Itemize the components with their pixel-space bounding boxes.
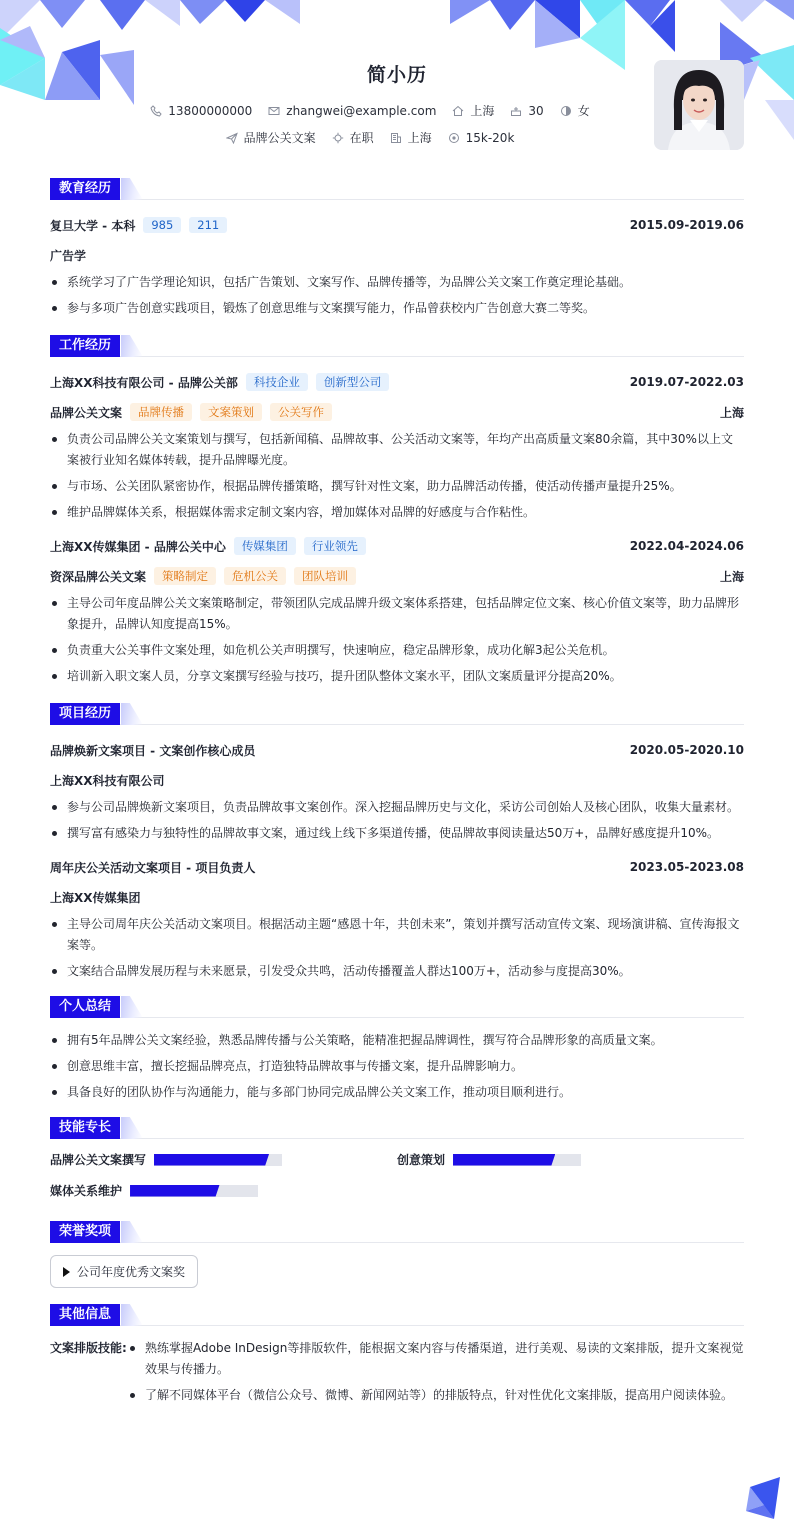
- awards-section-header: [50, 1221, 744, 1243]
- education-section-title: 教育经历: [50, 178, 120, 200]
- summary-section: [50, 996, 744, 1103]
- other-section-header: [50, 1304, 744, 1326]
- list-item: 具备良好的团队协作与沟通能力，能与多部门协同完成品牌公关文案工作，推动项目顺利进行。: [50, 1082, 744, 1103]
- work-bullets: [50, 429, 744, 523]
- age: 30: [528, 103, 544, 118]
- corner-decoration: [746, 1477, 780, 1519]
- age-info: [510, 104, 543, 118]
- company-tag: 传媒集团: [234, 537, 296, 555]
- skill-bar: [453, 1154, 581, 1166]
- summary-section-title: 个人总结: [50, 996, 120, 1018]
- other-label: 文案排版技能:: [50, 1341, 127, 1355]
- education-bullets: [50, 272, 744, 319]
- list-item: 系统学习了广告学理论知识，包括广告策划、文案写作、品牌传播等，为品牌公关文案工作奠定理论基础。: [50, 272, 744, 293]
- status-info: [332, 129, 374, 146]
- city-info: [452, 102, 494, 119]
- project-item: [50, 737, 744, 844]
- major: 广告学: [50, 248, 87, 263]
- company-tag: 行业领先: [304, 537, 366, 555]
- education-item: [50, 212, 744, 238]
- list-item: 参与多项广告创意实践项目，锻炼了创意思维与文案撰写能力，作品曾获校内广告创意大赛二等奖。: [50, 298, 744, 319]
- gender-info: [560, 102, 590, 119]
- city: 上海: [470, 104, 495, 118]
- send-icon: [226, 132, 238, 144]
- target-position-info: [226, 129, 316, 146]
- skill-bar: [154, 1154, 282, 1166]
- education-period: 2015.09-2019.06: [629, 218, 744, 232]
- skills-list: [50, 1151, 744, 1199]
- project-org: 上海XX传媒集团: [50, 890, 141, 905]
- project-item: [50, 854, 744, 982]
- list-item: 创意思维丰富，擅长挖掘品牌亮点，打造独特品牌故事与传播文案，提升品牌影响力。: [50, 1056, 744, 1077]
- salary-info: [448, 131, 515, 145]
- work-bullets: [50, 593, 744, 687]
- work-period: 2019.07-2022.03: [629, 375, 744, 389]
- summary-bullets: [50, 1030, 744, 1103]
- phone-number: 13800000000: [168, 103, 253, 118]
- summary-section-header: [50, 996, 744, 1018]
- work-section-header: [50, 335, 744, 357]
- company-name: 上海XX科技有限公司 - 品牌公关部: [50, 375, 238, 390]
- work-item: [50, 533, 744, 687]
- project-org: 上海XX科技有限公司: [50, 773, 165, 788]
- list-item: 参与公司品牌焕新文案项目，负责品牌故事文案创作。深入挖掘品牌历史与文化，采访公司创始人及核心团队，收集大量素材。: [50, 797, 744, 818]
- skills-section-title: 技能专长: [50, 1117, 120, 1139]
- email-info: [268, 104, 436, 118]
- phone-icon: [150, 105, 162, 117]
- target-city-info: [390, 129, 432, 146]
- skills-section: [50, 1117, 744, 1199]
- company-tag: 创新型公司: [316, 373, 390, 391]
- role-tag: 文案策划: [200, 403, 262, 421]
- list-item: 与市场、公关团队紧密协作，根据品牌传播策略，撰写针对性文案，助力品牌活动传播，使活动传播声量提升25%。: [50, 476, 744, 497]
- role-tag: 团队培训: [294, 567, 356, 585]
- contact-row: [50, 102, 690, 119]
- projects-section: [50, 703, 744, 982]
- profile-photo: [654, 60, 744, 150]
- skills-section-header: [50, 1117, 744, 1139]
- project-bullets: [50, 914, 744, 982]
- skill-name: 品牌公关文案撰写: [50, 1153, 147, 1167]
- status-icon: [332, 132, 344, 144]
- home-icon: [452, 105, 464, 117]
- awards-section-title: 荣誉奖项: [50, 1221, 120, 1243]
- school-tag: 985: [143, 217, 181, 233]
- work-location: 上海: [719, 405, 744, 420]
- job-status: 在职: [349, 131, 374, 145]
- skill-item: [50, 1151, 397, 1168]
- role-tag: 策略制定: [154, 567, 216, 585]
- award-name: 公司年度优秀文案奖: [77, 1265, 186, 1279]
- project-period: 2020.05-2020.10: [629, 743, 744, 757]
- work-section: [50, 335, 744, 687]
- school-tag: 211: [189, 217, 227, 233]
- projects-section-header: [50, 703, 744, 725]
- email-address: zhangwei@example.com: [286, 103, 437, 118]
- role-tag: 危机公关: [224, 567, 286, 585]
- mail-icon: [268, 105, 280, 117]
- work-period: 2022.04-2024.06: [629, 539, 744, 553]
- other-section: [50, 1304, 744, 1417]
- list-item: 主导公司年度品牌公关文案策略制定，带领团队完成品牌升级文案体系搭建，包括品牌定位文案、核心价值文案等，助力品牌形象提升，品牌认知度提高15%。: [50, 593, 744, 635]
- project-title: 周年庆公关活动文案项目 - 项目负责人: [50, 860, 256, 875]
- project-bullets: [50, 797, 744, 844]
- school-name: 复旦大学 - 本科: [50, 218, 136, 233]
- other-item: [50, 1338, 744, 1417]
- project-period: 2023.05-2023.08: [629, 860, 744, 874]
- list-item: 维护品牌媒体关系，根据媒体需求定制文案内容，增加媒体对品牌的好感度与合作粘性。: [50, 502, 744, 523]
- skill-bar-fill: [453, 1154, 555, 1166]
- list-item: 主导公司周年庆公关活动文案项目。根据活动主题“感恩十年，共创未来”，策划并撰写活动宣传文案、现场演讲稿、宣传海报文案等。: [50, 914, 744, 956]
- list-item: 撰写富有感染力与独特性的品牌故事文案，通过线上线下多渠道传播，使品牌故事阅读量达50万+，品牌好感度提升10%。: [50, 823, 744, 844]
- gender-icon: [560, 105, 572, 117]
- work-section-title: 工作经历: [50, 335, 120, 357]
- job-role: 品牌公关文案: [50, 405, 123, 420]
- phone-info: [150, 104, 252, 118]
- list-item: 文案结合品牌发展历程与未来愿景，引发受众共鸣，活动传播覆盖人群达100万+，活动参与度提高30%。: [50, 961, 744, 982]
- skill-item: [397, 1151, 744, 1168]
- caret-right-icon: [63, 1267, 70, 1277]
- award-item[interactable]: [50, 1255, 198, 1288]
- list-item: 熟练掌握Adobe InDesign等排版软件，能根据文案内容与传播渠道，进行美观、易读的文案排版，提升文案视觉效果与传播力。: [128, 1338, 744, 1380]
- target-position: 品牌公关文案: [243, 131, 316, 145]
- list-item: 了解不同媒体平台（微信公众号、微博、新闻网站等）的排版特点，针对性优化文案排版，提高用户阅读体验。: [128, 1385, 744, 1406]
- gender: 女: [577, 104, 590, 118]
- resume-header: [50, 0, 744, 170]
- job-role: 资深品牌公关文案: [50, 569, 147, 584]
- skill-bar-fill: [130, 1185, 220, 1197]
- projects-section-title: 项目经历: [50, 703, 120, 725]
- awards-section: [50, 1221, 744, 1288]
- building-icon: [390, 132, 402, 144]
- role-tag: 品牌传播: [130, 403, 192, 421]
- candidate-name: 简小历: [366, 64, 427, 86]
- other-section-title: 其他信息: [50, 1304, 120, 1326]
- other-bullets: [128, 1338, 744, 1411]
- skill-name: 媒体关系维护: [50, 1184, 123, 1198]
- list-item: 培训新入职文案人员，分享文案撰写经验与技巧，提升团队整体文案水平，团队文案质量评分提高20%。: [50, 666, 744, 687]
- company-name: 上海XX传媒集团 - 品牌公关中心: [50, 539, 226, 554]
- job-intent-row: [50, 129, 690, 146]
- salary: 15k-20k: [465, 130, 515, 145]
- project-title: 品牌焕新文案项目 - 文案创作核心成员: [50, 743, 256, 758]
- skill-name: 创意策划: [397, 1153, 446, 1167]
- list-item: 负责重大公关事件文案处理，如危机公关声明撰写，快速响应，稳定品牌形象，成功化解3起公关危机。: [50, 640, 744, 661]
- skill-bar: [130, 1185, 258, 1197]
- education-section-header: [50, 178, 744, 200]
- work-location: 上海: [719, 569, 744, 584]
- list-item: 拥有5年品牌公关文案经验，熟悉品牌传播与公关策略，能精准把握品牌调性，撰写符合品牌形象的高质量文案。: [50, 1030, 744, 1051]
- company-tag: 科技企业: [246, 373, 308, 391]
- skill-bar-fill: [154, 1154, 269, 1166]
- target-city: 上海: [407, 131, 432, 145]
- skill-item: [50, 1182, 397, 1199]
- work-item: [50, 369, 744, 523]
- salary-icon: [448, 132, 460, 144]
- age-icon: [510, 105, 522, 117]
- education-section: [50, 178, 744, 319]
- role-tag: 公关写作: [270, 403, 332, 421]
- list-item: 负责公司品牌公关文案策划与撰写，包括新闻稿、品牌故事、公关活动文案等，年均产出高质量文案80余篇，其中30%以上文案被行业知名媒体转载，提升品牌曝光度。: [50, 429, 744, 471]
